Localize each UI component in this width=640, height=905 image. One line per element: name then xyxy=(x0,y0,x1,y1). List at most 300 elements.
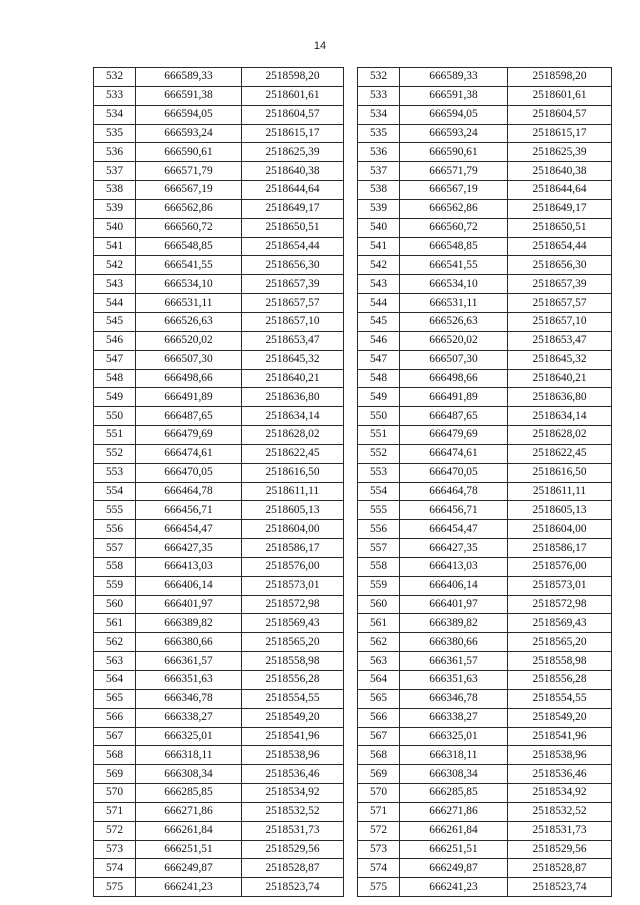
y-coordinate-cell: 2518549,20 xyxy=(508,708,612,727)
table-row xyxy=(358,859,612,878)
point-number-cell: 533 xyxy=(94,86,136,105)
table-row xyxy=(358,633,612,652)
table-row xyxy=(358,821,612,840)
x-coordinate-cell: 666571,79 xyxy=(400,162,508,181)
point-number-cell: 539 xyxy=(94,199,136,218)
table-row xyxy=(358,539,612,558)
y-coordinate-cell: 2518634,14 xyxy=(508,407,612,426)
x-coordinate-cell: 666593,24 xyxy=(400,124,508,143)
table-row xyxy=(94,765,344,784)
y-coordinate-cell: 2518654,44 xyxy=(242,237,344,256)
table-row xyxy=(94,256,344,275)
x-coordinate-cell: 666548,85 xyxy=(136,237,242,256)
point-number-cell: 538 xyxy=(94,181,136,200)
table-row xyxy=(358,68,612,87)
point-number-cell: 563 xyxy=(358,652,400,671)
point-number-cell: 572 xyxy=(358,821,400,840)
x-coordinate-cell: 666589,33 xyxy=(136,68,242,87)
point-number-cell: 542 xyxy=(358,256,400,275)
x-coordinate-cell: 666338,27 xyxy=(136,708,242,727)
y-coordinate-cell: 2518657,10 xyxy=(242,312,344,331)
x-coordinate-cell: 666487,65 xyxy=(400,407,508,426)
y-coordinate-cell: 2518558,98 xyxy=(242,652,344,671)
x-coordinate-cell: 666567,19 xyxy=(400,181,508,200)
y-coordinate-cell: 2518532,52 xyxy=(242,802,344,821)
y-coordinate-cell: 2518616,50 xyxy=(508,463,612,482)
x-coordinate-cell: 666487,65 xyxy=(136,407,242,426)
y-coordinate-cell: 2518534,92 xyxy=(242,784,344,803)
x-coordinate-cell: 666389,82 xyxy=(136,614,242,633)
point-number-cell: 569 xyxy=(94,765,136,784)
table-row xyxy=(358,218,612,237)
x-coordinate-cell: 666361,57 xyxy=(136,652,242,671)
x-coordinate-cell: 666464,78 xyxy=(136,482,242,501)
x-coordinate-cell: 666562,86 xyxy=(136,199,242,218)
y-coordinate-cell: 2518601,61 xyxy=(242,86,344,105)
x-coordinate-cell: 666470,05 xyxy=(400,463,508,482)
x-coordinate-cell: 666567,19 xyxy=(136,181,242,200)
point-number-cell: 555 xyxy=(94,501,136,520)
y-coordinate-cell: 2518636,80 xyxy=(242,388,344,407)
table-row xyxy=(94,105,344,124)
y-coordinate-cell: 2518598,20 xyxy=(242,68,344,87)
point-number-cell: 543 xyxy=(358,275,400,294)
table-row xyxy=(358,181,612,200)
table-row xyxy=(94,784,344,803)
point-number-cell: 556 xyxy=(94,520,136,539)
y-coordinate-cell: 2518653,47 xyxy=(508,331,612,350)
x-coordinate-cell: 666470,05 xyxy=(136,463,242,482)
x-coordinate-cell: 666406,14 xyxy=(136,576,242,595)
x-coordinate-cell: 666241,23 xyxy=(136,878,242,897)
table-row xyxy=(358,256,612,275)
x-coordinate-cell: 666593,24 xyxy=(136,124,242,143)
x-coordinate-cell: 666406,14 xyxy=(400,576,508,595)
point-number-cell: 532 xyxy=(358,68,400,87)
point-number-cell: 565 xyxy=(358,689,400,708)
table-row xyxy=(94,463,344,482)
point-number-cell: 557 xyxy=(94,539,136,558)
table-row xyxy=(358,124,612,143)
x-coordinate-cell: 666498,66 xyxy=(136,369,242,388)
table-body-left xyxy=(94,68,344,897)
y-coordinate-cell: 2518657,57 xyxy=(242,294,344,313)
point-number-cell: 537 xyxy=(358,162,400,181)
table-row xyxy=(94,859,344,878)
table-row xyxy=(358,388,612,407)
point-number-cell: 547 xyxy=(358,350,400,369)
point-number-cell: 570 xyxy=(358,784,400,803)
point-number-cell: 556 xyxy=(358,520,400,539)
table-row xyxy=(358,426,612,445)
x-coordinate-cell: 666401,97 xyxy=(136,595,242,614)
point-number-cell: 562 xyxy=(94,633,136,652)
y-coordinate-cell: 2518523,74 xyxy=(242,878,344,897)
point-number-cell: 536 xyxy=(94,143,136,162)
table-row xyxy=(358,350,612,369)
x-coordinate-cell: 666534,10 xyxy=(400,275,508,294)
y-coordinate-cell: 2518657,39 xyxy=(242,275,344,294)
table-row xyxy=(94,708,344,727)
x-coordinate-cell: 666507,30 xyxy=(136,350,242,369)
table-row xyxy=(94,331,344,350)
table-row xyxy=(94,237,344,256)
table-row xyxy=(358,369,612,388)
point-number-cell: 532 xyxy=(94,68,136,87)
x-coordinate-cell: 666249,87 xyxy=(136,859,242,878)
y-coordinate-cell: 2518604,57 xyxy=(242,105,344,124)
table-row xyxy=(94,181,344,200)
point-number-cell: 567 xyxy=(358,727,400,746)
table-row xyxy=(358,784,612,803)
table-row xyxy=(94,557,344,576)
table-row xyxy=(94,802,344,821)
point-number-cell: 546 xyxy=(94,331,136,350)
y-coordinate-cell: 2518615,17 xyxy=(508,124,612,143)
y-coordinate-cell: 2518554,55 xyxy=(508,689,612,708)
x-coordinate-cell: 666251,51 xyxy=(400,840,508,859)
point-number-cell: 559 xyxy=(358,576,400,595)
x-coordinate-cell: 666308,34 xyxy=(136,765,242,784)
y-coordinate-cell: 2518656,30 xyxy=(242,256,344,275)
point-number-cell: 548 xyxy=(358,369,400,388)
point-number-cell: 541 xyxy=(94,237,136,256)
x-coordinate-cell: 666474,61 xyxy=(136,444,242,463)
table-row xyxy=(358,689,612,708)
point-number-cell: 568 xyxy=(358,746,400,765)
point-number-cell: 541 xyxy=(358,237,400,256)
table-row xyxy=(94,595,344,614)
y-coordinate-cell: 2518556,28 xyxy=(242,671,344,690)
x-coordinate-cell: 666498,66 xyxy=(400,369,508,388)
point-number-cell: 545 xyxy=(358,312,400,331)
table-row xyxy=(358,765,612,784)
x-coordinate-cell: 666560,72 xyxy=(136,218,242,237)
table-row xyxy=(358,407,612,426)
point-number-cell: 543 xyxy=(94,275,136,294)
table-row xyxy=(94,671,344,690)
table-row xyxy=(94,275,344,294)
table-row xyxy=(94,652,344,671)
point-number-cell: 551 xyxy=(358,426,400,445)
y-coordinate-cell: 2518572,98 xyxy=(242,595,344,614)
y-coordinate-cell: 2518650,51 xyxy=(242,218,344,237)
y-coordinate-cell: 2518611,11 xyxy=(508,482,612,501)
x-coordinate-cell: 666456,71 xyxy=(136,501,242,520)
point-number-cell: 557 xyxy=(358,539,400,558)
y-coordinate-cell: 2518565,20 xyxy=(242,633,344,652)
y-coordinate-cell: 2518556,28 xyxy=(508,671,612,690)
point-number-cell: 547 xyxy=(94,350,136,369)
y-coordinate-cell: 2518531,73 xyxy=(242,821,344,840)
table-row xyxy=(358,652,612,671)
table-row xyxy=(358,802,612,821)
point-number-cell: 540 xyxy=(358,218,400,237)
x-coordinate-cell: 666491,89 xyxy=(400,388,508,407)
point-number-cell: 575 xyxy=(358,878,400,897)
table-row xyxy=(94,539,344,558)
point-number-cell: 549 xyxy=(94,388,136,407)
point-number-cell: 561 xyxy=(94,614,136,633)
y-coordinate-cell: 2518604,00 xyxy=(242,520,344,539)
table-row xyxy=(358,708,612,727)
table-row xyxy=(358,501,612,520)
x-coordinate-cell: 666261,84 xyxy=(400,821,508,840)
table-row xyxy=(358,237,612,256)
table-row xyxy=(94,162,344,181)
point-number-cell: 567 xyxy=(94,727,136,746)
x-coordinate-cell: 666346,78 xyxy=(136,689,242,708)
x-coordinate-cell: 666271,86 xyxy=(400,802,508,821)
table-row xyxy=(358,275,612,294)
table-row xyxy=(94,426,344,445)
point-number-cell: 552 xyxy=(358,444,400,463)
y-coordinate-cell: 2518636,80 xyxy=(508,388,612,407)
x-coordinate-cell: 666271,86 xyxy=(136,802,242,821)
y-coordinate-cell: 2518604,00 xyxy=(508,520,612,539)
x-coordinate-cell: 666380,66 xyxy=(136,633,242,652)
y-coordinate-cell: 2518558,98 xyxy=(508,652,612,671)
table-row xyxy=(358,520,612,539)
table-row xyxy=(358,482,612,501)
x-coordinate-cell: 666591,38 xyxy=(400,86,508,105)
point-number-cell: 534 xyxy=(94,105,136,124)
x-coordinate-cell: 666590,61 xyxy=(400,143,508,162)
y-coordinate-cell: 2518645,32 xyxy=(242,350,344,369)
point-number-cell: 545 xyxy=(94,312,136,331)
table-row xyxy=(94,199,344,218)
x-coordinate-cell: 666507,30 xyxy=(400,350,508,369)
point-number-cell: 553 xyxy=(94,463,136,482)
point-number-cell: 560 xyxy=(94,595,136,614)
table-row xyxy=(358,86,612,105)
table-row xyxy=(94,369,344,388)
table-row xyxy=(358,294,612,313)
x-coordinate-cell: 666285,85 xyxy=(136,784,242,803)
point-number-cell: 535 xyxy=(358,124,400,143)
y-coordinate-cell: 2518645,32 xyxy=(508,350,612,369)
y-coordinate-cell: 2518601,61 xyxy=(508,86,612,105)
table-row xyxy=(94,86,344,105)
x-coordinate-cell: 666479,69 xyxy=(136,426,242,445)
x-coordinate-cell: 666346,78 xyxy=(400,689,508,708)
table-row xyxy=(94,294,344,313)
x-coordinate-cell: 666454,47 xyxy=(136,520,242,539)
y-coordinate-cell: 2518640,38 xyxy=(242,162,344,181)
coordinates-table-left xyxy=(93,67,344,897)
y-coordinate-cell: 2518649,17 xyxy=(508,199,612,218)
y-coordinate-cell: 2518531,73 xyxy=(508,821,612,840)
y-coordinate-cell: 2518657,57 xyxy=(508,294,612,313)
table-row xyxy=(94,388,344,407)
y-coordinate-cell: 2518622,45 xyxy=(508,444,612,463)
point-number-cell: 562 xyxy=(358,633,400,652)
point-number-cell: 573 xyxy=(358,840,400,859)
y-coordinate-cell: 2518573,01 xyxy=(508,576,612,595)
table-row xyxy=(358,312,612,331)
point-number-cell: 571 xyxy=(94,802,136,821)
x-coordinate-cell: 666308,34 xyxy=(400,765,508,784)
point-number-cell: 568 xyxy=(94,746,136,765)
x-coordinate-cell: 666325,01 xyxy=(400,727,508,746)
table-row xyxy=(358,878,612,897)
y-coordinate-cell: 2518653,47 xyxy=(242,331,344,350)
table-row xyxy=(94,520,344,539)
point-number-cell: 548 xyxy=(94,369,136,388)
table-row xyxy=(94,821,344,840)
point-number-cell: 546 xyxy=(358,331,400,350)
table-row xyxy=(358,162,612,181)
table-row xyxy=(94,614,344,633)
x-coordinate-cell: 666285,85 xyxy=(400,784,508,803)
x-coordinate-cell: 666491,89 xyxy=(136,388,242,407)
point-number-cell: 539 xyxy=(358,199,400,218)
y-coordinate-cell: 2518634,14 xyxy=(242,407,344,426)
point-number-cell: 564 xyxy=(358,671,400,690)
x-coordinate-cell: 666560,72 xyxy=(400,218,508,237)
point-number-cell: 533 xyxy=(358,86,400,105)
y-coordinate-cell: 2518536,46 xyxy=(508,765,612,784)
point-number-cell: 563 xyxy=(94,652,136,671)
x-coordinate-cell: 666261,84 xyxy=(136,821,242,840)
point-number-cell: 566 xyxy=(358,708,400,727)
x-coordinate-cell: 666590,61 xyxy=(136,143,242,162)
x-coordinate-cell: 666413,03 xyxy=(400,557,508,576)
x-coordinate-cell: 666548,85 xyxy=(400,237,508,256)
table-row xyxy=(358,746,612,765)
point-number-cell: 534 xyxy=(358,105,400,124)
y-coordinate-cell: 2518616,50 xyxy=(242,463,344,482)
y-coordinate-cell: 2518656,30 xyxy=(508,256,612,275)
table-row xyxy=(94,576,344,595)
x-coordinate-cell: 666589,33 xyxy=(400,68,508,87)
y-coordinate-cell: 2518572,98 xyxy=(508,595,612,614)
y-coordinate-cell: 2518576,00 xyxy=(508,557,612,576)
point-number-cell: 550 xyxy=(358,407,400,426)
point-number-cell: 553 xyxy=(358,463,400,482)
point-number-cell: 538 xyxy=(358,181,400,200)
y-coordinate-cell: 2518565,20 xyxy=(508,633,612,652)
y-coordinate-cell: 2518554,55 xyxy=(242,689,344,708)
coordinates-table-right xyxy=(357,67,612,897)
y-coordinate-cell: 2518657,10 xyxy=(508,312,612,331)
y-coordinate-cell: 2518528,87 xyxy=(242,859,344,878)
y-coordinate-cell: 2518640,21 xyxy=(508,369,612,388)
table-row xyxy=(94,840,344,859)
point-number-cell: 558 xyxy=(358,557,400,576)
x-coordinate-cell: 666241,23 xyxy=(400,878,508,897)
point-number-cell: 574 xyxy=(358,859,400,878)
point-number-cell: 544 xyxy=(94,294,136,313)
y-coordinate-cell: 2518573,01 xyxy=(242,576,344,595)
y-coordinate-cell: 2518628,02 xyxy=(242,426,344,445)
table-row xyxy=(94,727,344,746)
table-row xyxy=(358,840,612,859)
table-row xyxy=(94,124,344,143)
x-coordinate-cell: 666534,10 xyxy=(136,275,242,294)
x-coordinate-cell: 666541,55 xyxy=(400,256,508,275)
x-coordinate-cell: 666251,51 xyxy=(136,840,242,859)
x-coordinate-cell: 666541,55 xyxy=(136,256,242,275)
point-number-cell: 575 xyxy=(94,878,136,897)
point-number-cell: 552 xyxy=(94,444,136,463)
y-coordinate-cell: 2518644,64 xyxy=(242,181,344,200)
x-coordinate-cell: 666338,27 xyxy=(400,708,508,727)
y-coordinate-cell: 2518532,52 xyxy=(508,802,612,821)
point-number-cell: 564 xyxy=(94,671,136,690)
y-coordinate-cell: 2518529,56 xyxy=(508,840,612,859)
point-number-cell: 550 xyxy=(94,407,136,426)
y-coordinate-cell: 2518538,96 xyxy=(508,746,612,765)
y-coordinate-cell: 2518534,92 xyxy=(508,784,612,803)
x-coordinate-cell: 666351,63 xyxy=(136,671,242,690)
x-coordinate-cell: 666474,61 xyxy=(400,444,508,463)
x-coordinate-cell: 666427,35 xyxy=(136,539,242,558)
x-coordinate-cell: 666591,38 xyxy=(136,86,242,105)
table-row xyxy=(94,746,344,765)
table-row xyxy=(358,199,612,218)
x-coordinate-cell: 666325,01 xyxy=(136,727,242,746)
table-row xyxy=(358,331,612,350)
point-number-cell: 559 xyxy=(94,576,136,595)
y-coordinate-cell: 2518605,13 xyxy=(242,501,344,520)
table-row xyxy=(94,350,344,369)
table-row xyxy=(358,727,612,746)
point-number-cell: 535 xyxy=(94,124,136,143)
table-row xyxy=(94,68,344,87)
table-row xyxy=(94,444,344,463)
y-coordinate-cell: 2518611,11 xyxy=(242,482,344,501)
table-row xyxy=(358,614,612,633)
point-number-cell: 542 xyxy=(94,256,136,275)
y-coordinate-cell: 2518650,51 xyxy=(508,218,612,237)
point-number-cell: 565 xyxy=(94,689,136,708)
table-row xyxy=(94,878,344,897)
y-coordinate-cell: 2518536,46 xyxy=(242,765,344,784)
x-coordinate-cell: 666594,05 xyxy=(136,105,242,124)
table-row xyxy=(358,576,612,595)
table-row xyxy=(358,143,612,162)
point-number-cell: 573 xyxy=(94,840,136,859)
point-number-cell: 536 xyxy=(358,143,400,162)
point-number-cell: 569 xyxy=(358,765,400,784)
y-coordinate-cell: 2518598,20 xyxy=(508,68,612,87)
x-coordinate-cell: 666531,11 xyxy=(136,294,242,313)
table-row xyxy=(358,595,612,614)
x-coordinate-cell: 666413,03 xyxy=(136,557,242,576)
y-coordinate-cell: 2518586,17 xyxy=(508,539,612,558)
y-coordinate-cell: 2518569,43 xyxy=(508,614,612,633)
y-coordinate-cell: 2518569,43 xyxy=(242,614,344,633)
y-coordinate-cell: 2518657,39 xyxy=(508,275,612,294)
table-row xyxy=(94,482,344,501)
x-coordinate-cell: 666401,97 xyxy=(400,595,508,614)
table-row xyxy=(358,557,612,576)
x-coordinate-cell: 666389,82 xyxy=(400,614,508,633)
y-coordinate-cell: 2518649,17 xyxy=(242,199,344,218)
y-coordinate-cell: 2518549,20 xyxy=(242,708,344,727)
table-row xyxy=(358,444,612,463)
x-coordinate-cell: 666454,47 xyxy=(400,520,508,539)
y-coordinate-cell: 2518640,38 xyxy=(508,162,612,181)
table-row xyxy=(94,407,344,426)
y-coordinate-cell: 2518586,17 xyxy=(242,539,344,558)
point-number-cell: 554 xyxy=(358,482,400,501)
y-coordinate-cell: 2518523,74 xyxy=(508,878,612,897)
table-row xyxy=(358,671,612,690)
y-coordinate-cell: 2518615,17 xyxy=(242,124,344,143)
point-number-cell: 572 xyxy=(94,821,136,840)
